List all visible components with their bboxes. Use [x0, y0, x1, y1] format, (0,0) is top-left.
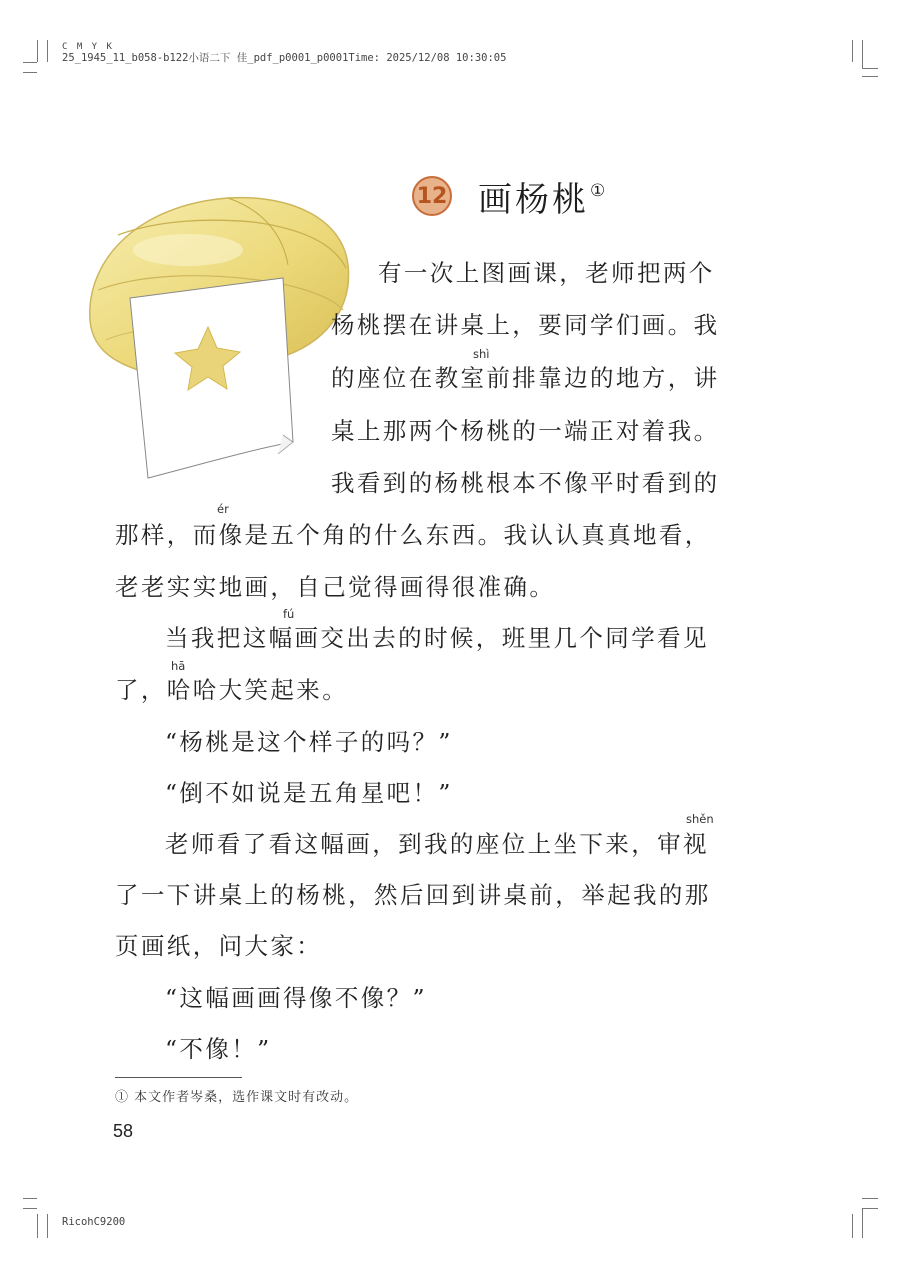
- crop-mark: [37, 1214, 38, 1238]
- pinyin-er: ér: [217, 502, 229, 516]
- text-line: “倒不如说是五角星吧！”: [165, 779, 453, 807]
- lesson-heading: [412, 170, 608, 222]
- text-line: 我看到的杨桃根本不像平时看到的: [331, 469, 720, 497]
- text-line: 了一下讲桌上的杨桃，然后回到讲桌前，举起我的那: [115, 881, 711, 909]
- text-line: 当我把这幅画交出去的时候，班里几个同学看见: [165, 624, 709, 652]
- crop-mark: [23, 1198, 37, 1199]
- paper-drawing: [130, 278, 293, 478]
- text-line: 杨桃摆在讲桌上，要同学们画。我: [331, 311, 720, 339]
- crop-mark: [862, 40, 863, 68]
- pinyin-shi: shì: [473, 347, 490, 361]
- text-line: 了，哈哈大笑起来。: [115, 676, 349, 704]
- crop-mark: [23, 62, 37, 63]
- crop-mark: [37, 40, 38, 62]
- footnote: ① 本文作者岑桑，选作课文时有改动。: [115, 1090, 359, 1105]
- crop-mark: [862, 68, 878, 69]
- starfruit-illustration: [78, 180, 358, 480]
- pinyin-fu: fú: [283, 607, 295, 621]
- text-line: “不像！”: [165, 1035, 272, 1063]
- text-line: 老老实实地画，自己觉得画得很准确。: [115, 573, 556, 601]
- crop-mark: [852, 1214, 853, 1238]
- crop-mark: [862, 1198, 878, 1199]
- print-header: [62, 42, 506, 65]
- text-line: “这幅画画得像不像？”: [165, 984, 427, 1012]
- crop-mark: [23, 72, 37, 73]
- text-line: “杨桃是这个样子的吗？”: [165, 728, 453, 756]
- text-line: 有一次上图画课，老师把两个: [378, 259, 715, 287]
- print-job-info: 25_1945_11_b058-b122小语二下 佳_pdf_p0001_p0001Time: 2025/12/08 10:30:05: [62, 52, 507, 64]
- crop-mark: [852, 40, 853, 62]
- crop-mark: [862, 76, 878, 77]
- pinyin-ha: hā: [171, 659, 186, 673]
- lesson-title: [478, 172, 608, 221]
- lesson-number-badge: 12: [412, 176, 452, 216]
- page-number: 58: [113, 1121, 134, 1141]
- crop-mark: [47, 40, 48, 62]
- crop-mark: [47, 1214, 48, 1238]
- title-footnote-marker: ①: [590, 180, 609, 201]
- cmyk-label: C M Y K: [62, 42, 114, 52]
- text-line: 页画纸，问大家：: [115, 932, 323, 960]
- crop-mark: [862, 1208, 878, 1209]
- footnote-divider: [115, 1077, 242, 1078]
- text-line: 那样，而像是五个角的什么东西。我认认真真地看，: [115, 521, 711, 549]
- printer-label: RicohC9200: [62, 1216, 126, 1228]
- crop-mark: [862, 1208, 863, 1238]
- text-line: 桌上那两个杨桃的一端正对着我。: [331, 417, 720, 445]
- lesson-title-text: 画杨桃: [478, 179, 589, 220]
- text-line: 老师看了看这幅画，到我的座位上坐下来，审视: [165, 830, 709, 858]
- crop-mark: [23, 1208, 37, 1209]
- pinyin-shen: shěn: [686, 812, 714, 826]
- text-line: 的座位在教室前排靠边的地方，讲: [331, 364, 720, 392]
